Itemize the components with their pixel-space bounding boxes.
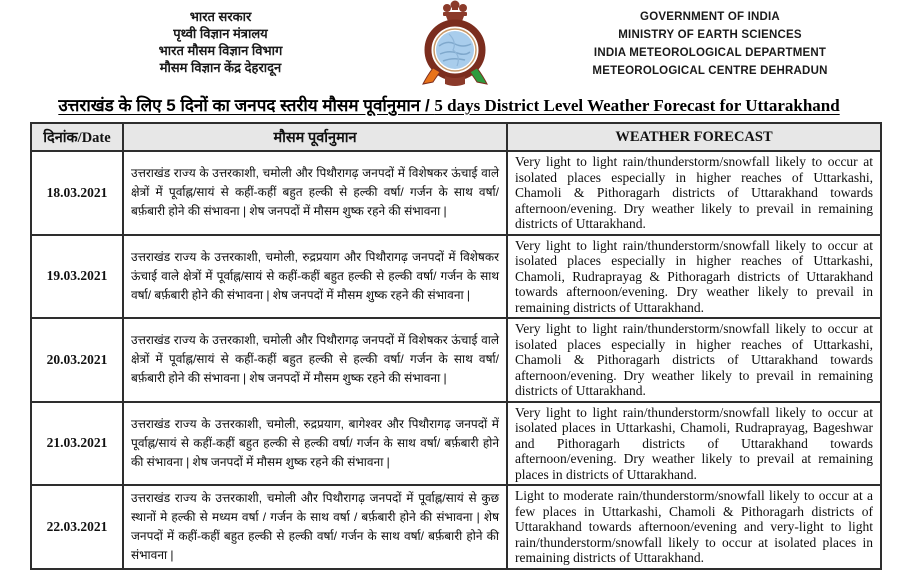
date-cell: 18.03.2021 — [31, 151, 123, 235]
date-cell: 19.03.2021 — [31, 235, 123, 319]
document-title-english: 5 days District Level Weather Forecast for Uttarakhand — [434, 96, 840, 115]
english-forecast-cell: Light to moderate rain/thunderstorm/snowfall likely to occur at a few places in Uttarkashi, Chamoli & Pithoragarh districts of Uttarakhand towards afternoon/evening and very-light to light rain/thunderstorm/snowfall likely to occur at isolated places in remaining districts of Uttarakhand. — [507, 485, 881, 569]
date-cell: 21.03.2021 — [31, 402, 123, 486]
hindi-forecast-cell: उत्तराखंड राज्य के उत्तरकाशी, चमोली, रुद्रप्रयाग, बागेश्वर और पिथौरागढ़ जनपदों में पूर्वाह्न/सायं से कहीं-कहीं बहुत हल्की से हल्की वर्षा/ गर्जन के साथ वर्षा/ बर्फ़बारी होने की संभावना | शेष जनपदों में मौसम शुष्क रहने की संभावना | — [123, 402, 507, 486]
table-header-row — [31, 123, 881, 151]
column-header-english-forecast: WEATHER FORECAST — [507, 123, 881, 151]
column-header-hindi-forecast: मौसम पूर्वानुमान — [123, 123, 507, 151]
table-row — [31, 485, 881, 569]
document-title-hindi: उत्तराखंड के लिए 5 दिनों का जनपद स्तरीय मौसम पूर्वानुमान / — [58, 96, 435, 115]
english-org-block — [555, 8, 865, 80]
table-row — [31, 235, 881, 319]
hindi-forecast-cell: उत्तराखंड राज्य के उत्तरकाशी, चमोली और पिथौरागढ़ जनपदों में पूर्वाह्न/सायं से कुछ स्थानों मे हल्की से मध्यम वर्षा / गर्जन के साथ वर्षा / बर्फ़बारी होने की संभावना | शेष जनपदों में कहीं-कहीं बहुत हल्की से हल्की वर्षा/ गर्जन के साथ वर्षा/ बर्फ़बारी होने की संभावना | — [123, 485, 507, 569]
english-forecast-cell: Very light to light rain/thunderstorm/snowfall likely to occur at isolated places in Uttarkashi, Chamoli, Rudraprayag, Bageshwar and Pithoragarh districts of Uttarakhand towards afternoon/evening. Dry weather likely to prevail at remaining places in districts of Uttarakhand. — [507, 402, 881, 486]
document-title — [0, 93, 898, 116]
date-cell: 20.03.2021 — [31, 318, 123, 402]
org-line-hindi: पृथ्वी विज्ञान मंत्रालय — [173, 26, 268, 41]
org-line-english: GOVERNMENT OF INDIA — [640, 11, 780, 23]
hindi-org-block — [88, 8, 353, 76]
org-line-english: METEOROLOGICAL CENTRE DEHRADUN — [592, 65, 828, 77]
column-header-date: दिनांक/Date — [31, 123, 123, 151]
hindi-forecast-cell: उत्तराखंड राज्य के उत्तरकाशी, चमोली और पिथौरागढ़ जनपदों में विशेषकर ऊंचाई वाले क्षेत्रों में पूर्वाह्न/सायं से कहीं-कहीं बहुत हल्की से हल्की वर्षा/ गर्जन के साथ वर्षा/ बर्फ़बारी होने की संभावना | शेष जनपदों में मौसम शुष्क रहने की संभावना | — [123, 151, 507, 235]
letterhead — [0, 0, 898, 92]
org-line-english: MINISTRY OF EARTH SCIENCES — [618, 29, 802, 41]
table-row — [31, 402, 881, 486]
imd-logo-icon — [413, 0, 497, 90]
date-cell: 22.03.2021 — [31, 485, 123, 569]
english-forecast-cell: Very light to light rain/thunderstorm/snowfall likely to occur at isolated places especially in higher reaches of Uttarkashi, Chamoli, Rudraprayag & Pithoragarh districts of Uttarakhand towards afternoon/evening. Dry weather likely to prevail in remaining districts of Uttarakhand. — [507, 235, 881, 319]
org-line-hindi: मौसम विज्ञान केंद्र देहरादून — [159, 60, 282, 75]
table-row — [31, 151, 881, 235]
english-forecast-cell: Very light to light rain/thunderstorm/snowfall likely to occur at isolated places especially in higher reaches of Uttarkashi, Chamoli & Pithoragarh districts of Uttarakhand towards afternoon/evening. Dry weather likely to prevail in remaining districts of Uttarakhand. — [507, 318, 881, 402]
org-line-hindi: भारत मौसम विज्ञान विभाग — [158, 43, 283, 58]
english-forecast-cell: Very light to light rain/thunderstorm/snowfall likely to occur at isolated places especially in higher reaches of Uttarkashi, Chamoli & Pithoragarh districts of Uttarakhand towards afternoon/evening. Dry weather likely to prevail in remaining districts of Uttarakhand. — [507, 151, 881, 235]
hindi-forecast-cell: उत्तराखंड राज्य के उत्तरकाशी, चमोली, रुद्रप्रयाग और पिथौरागढ़ जनपदों में विशेषकर ऊंचाई वाले क्षेत्रों में पूर्वाह्न/सायं से कहीं-कहीं बहुत हल्की से हल्की वर्षा/ गर्जन के साथ वर्षा/ बर्फ़बारी होने की संभावना | शेष जनपदों में मौसम शुष्क रहने की संभावना | — [123, 235, 507, 319]
hindi-forecast-cell: उत्तराखंड राज्य के उत्तरकाशी, चमोली और पिथौरागढ़ जनपदों में विशेषकर ऊंचाई वाले क्षेत्रों में पूर्वाह्न/सायं से कहीं-कहीं बहुत हल्की से हल्की वर्षा/ गर्जन के साथ वर्षा/ बर्फ़बारी होने की संभावना | शेष जनपदों में मौसम शुष्क रहने की संभावना | — [123, 318, 507, 402]
table-row — [31, 318, 881, 402]
org-line-english: INDIA METEOROLOGICAL DEPARTMENT — [593, 47, 827, 59]
org-line-hindi: भारत सरकार — [189, 9, 252, 24]
forecast-table — [30, 122, 882, 570]
